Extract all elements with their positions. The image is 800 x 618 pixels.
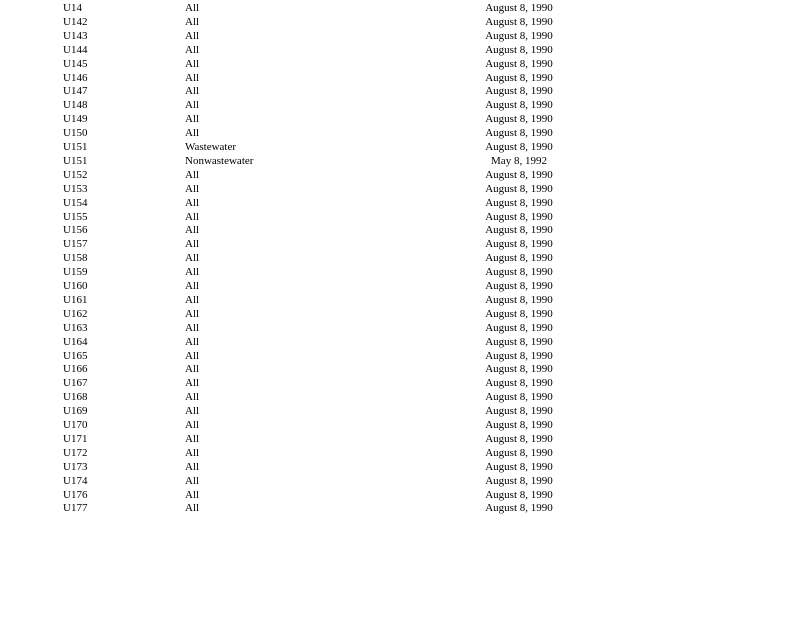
effective-date-cell: August 8, 1990 [485, 252, 553, 265]
waste-code-cell: U177 [63, 502, 88, 515]
effective-date-cell: August 8, 1990 [485, 321, 553, 334]
waste-type-cell: All [185, 168, 200, 181]
waste-type-cell: All [185, 85, 200, 98]
waste-code-cell: U173 [63, 460, 88, 473]
waste-type-cell: All [185, 210, 200, 223]
effective-date-cell: August 8, 1990 [485, 238, 553, 251]
table-row [0, 112, 800, 126]
waste-code-cell: U153 [63, 182, 88, 195]
waste-type-cell: All [185, 432, 200, 445]
effective-date-cell: August 8, 1990 [485, 99, 553, 112]
effective-date-cell: August 8, 1990 [485, 391, 553, 404]
effective-date-cell: August 8, 1990 [485, 335, 553, 348]
table-row [0, 182, 800, 196]
table-row [0, 196, 800, 210]
waste-type-cell: All [185, 29, 200, 42]
document-table [0, 1, 800, 519]
waste-type-cell: All [185, 127, 200, 140]
effective-date-cell: August 8, 1990 [485, 15, 553, 28]
effective-date-cell: August 8, 1990 [485, 168, 553, 181]
waste-code-cell: U150 [63, 127, 88, 140]
effective-date-cell: August 8, 1990 [485, 57, 553, 70]
waste-type-cell: All [185, 99, 200, 112]
waste-code-cell: U164 [63, 335, 88, 348]
effective-date-cell: August 8, 1990 [485, 224, 553, 237]
waste-type-cell: All [185, 321, 200, 334]
waste-type-cell: All [185, 363, 200, 376]
waste-code-cell: U174 [63, 474, 88, 487]
effective-date-cell: August 8, 1990 [485, 2, 553, 14]
waste-code-cell: U162 [63, 307, 88, 320]
effective-date-cell: August 8, 1990 [485, 502, 553, 515]
waste-type-cell: All [185, 349, 200, 362]
waste-code-cell: U156 [63, 224, 88, 237]
table-row [0, 251, 800, 265]
effective-date-cell: August 8, 1990 [485, 141, 553, 153]
effective-date-cell: August 8, 1990 [485, 280, 553, 292]
waste-code-cell: U155 [63, 210, 88, 223]
table-row [0, 15, 800, 29]
waste-type-cell: All [185, 57, 200, 70]
waste-type-cell: All [185, 502, 200, 515]
waste-code-cell: U158 [63, 252, 88, 265]
waste-code-cell: U166 [63, 363, 88, 376]
effective-date-cell: May 8, 1992 [491, 154, 547, 167]
effective-date-cell: August 8, 1990 [485, 182, 553, 195]
table-row [0, 43, 800, 57]
effective-date-cell: August 8, 1990 [485, 266, 553, 279]
waste-type-cell: All [185, 446, 200, 459]
table-row [0, 307, 800, 321]
waste-type-cell: All [185, 405, 200, 418]
waste-code-cell: U145 [63, 57, 88, 70]
waste-code-cell: U151 [63, 154, 88, 167]
effective-date-cell: August 8, 1990 [485, 446, 553, 459]
waste-code-cell: U151 [63, 141, 88, 153]
waste-code-cell: U172 [63, 446, 88, 459]
table-row [0, 265, 800, 279]
table-row [0, 404, 800, 418]
waste-code-cell: U176 [63, 488, 88, 501]
waste-type-cell: All [185, 335, 200, 348]
effective-date-cell: August 8, 1990 [485, 85, 553, 98]
waste-code-cell: U163 [63, 321, 88, 334]
effective-date-cell: August 8, 1990 [485, 113, 553, 126]
table-row [0, 349, 800, 363]
table-row [0, 126, 800, 140]
table-row [0, 223, 800, 237]
waste-code-cell: U149 [63, 113, 88, 126]
waste-code-cell: U142 [63, 15, 88, 28]
waste-type-cell: All [185, 238, 200, 251]
table-row [0, 501, 800, 515]
waste-type-cell: All [185, 224, 200, 237]
table-row [0, 321, 800, 335]
effective-date-cell: August 8, 1990 [485, 29, 553, 42]
table-row [0, 432, 800, 446]
waste-code-cell: U143 [63, 29, 88, 42]
waste-type-cell: Nonwastewater [185, 154, 254, 167]
table-row [0, 98, 800, 112]
waste-type-cell: All [185, 419, 200, 431]
table-row [0, 279, 800, 293]
waste-type-cell: All [185, 2, 200, 14]
effective-date-cell: August 8, 1990 [485, 363, 553, 376]
waste-code-cell: U170 [63, 419, 88, 431]
table-row [0, 488, 800, 502]
table-row [0, 168, 800, 182]
table-row [0, 237, 800, 251]
table-row [0, 362, 800, 376]
waste-code-cell: U167 [63, 377, 88, 390]
waste-code-cell: U146 [63, 71, 88, 84]
table-row [0, 210, 800, 224]
waste-type-cell: All [185, 460, 200, 473]
table-row [0, 418, 800, 432]
waste-type-cell: All [185, 293, 200, 306]
waste-type-cell: All [185, 474, 200, 487]
waste-code-cell: U168 [63, 391, 88, 404]
effective-date-cell: August 8, 1990 [485, 127, 553, 140]
waste-code-cell: U152 [63, 168, 88, 181]
waste-type-cell: All [185, 15, 200, 28]
waste-code-cell: U165 [63, 349, 88, 362]
waste-type-cell: All [185, 391, 200, 404]
waste-type-cell: All [185, 252, 200, 265]
effective-date-cell: August 8, 1990 [485, 460, 553, 473]
waste-type-cell: All [185, 182, 200, 195]
effective-date-cell: August 8, 1990 [485, 419, 553, 431]
waste-code-cell: U157 [63, 238, 88, 251]
waste-code-cell: U144 [63, 43, 88, 56]
waste-type-cell: All [185, 280, 200, 292]
effective-date-cell: August 8, 1990 [485, 488, 553, 501]
waste-type-cell: All [185, 377, 200, 390]
effective-date-cell: August 8, 1990 [485, 474, 553, 487]
table-row [0, 71, 800, 85]
waste-type-cell: All [185, 307, 200, 320]
waste-type-cell: All [185, 488, 200, 501]
waste-code-cell: U159 [63, 266, 88, 279]
effective-date-cell: August 8, 1990 [485, 293, 553, 306]
effective-date-cell: August 8, 1990 [485, 196, 553, 209]
waste-type-cell: All [185, 43, 200, 56]
waste-code-cell: U154 [63, 196, 88, 209]
waste-code-cell: U169 [63, 405, 88, 418]
waste-type-cell: All [185, 113, 200, 126]
table-row [0, 390, 800, 404]
table-row [0, 154, 800, 168]
waste-type-cell: Wastewater [185, 141, 237, 153]
table-row [0, 57, 800, 71]
table-row [0, 376, 800, 390]
effective-date-cell: August 8, 1990 [485, 349, 553, 362]
table-row [0, 474, 800, 488]
table-row [0, 140, 800, 154]
effective-date-cell: August 8, 1990 [485, 377, 553, 390]
table-row [0, 460, 800, 474]
waste-code-cell: U171 [63, 432, 88, 445]
table-row [0, 335, 800, 349]
effective-date-cell: August 8, 1990 [485, 307, 553, 320]
effective-date-cell: August 8, 1990 [485, 43, 553, 56]
effective-date-cell: August 8, 1990 [485, 432, 553, 445]
table-row [0, 29, 800, 43]
effective-date-cell: August 8, 1990 [485, 405, 553, 418]
waste-code-cell: U160 [63, 280, 88, 292]
table-row [0, 84, 800, 98]
waste-code-cell: U14 [63, 2, 82, 14]
table-row [0, 1, 800, 15]
waste-code-cell: U148 [63, 99, 88, 112]
waste-type-cell: All [185, 196, 200, 209]
waste-type-cell: All [185, 266, 200, 279]
table-row [0, 446, 800, 460]
effective-date-cell: August 8, 1990 [485, 210, 553, 223]
waste-code-cell: U161 [63, 293, 88, 306]
effective-date-cell: August 8, 1990 [485, 71, 553, 84]
waste-code-cell: U147 [63, 85, 88, 98]
waste-type-cell: All [185, 71, 200, 84]
table-row [0, 293, 800, 307]
